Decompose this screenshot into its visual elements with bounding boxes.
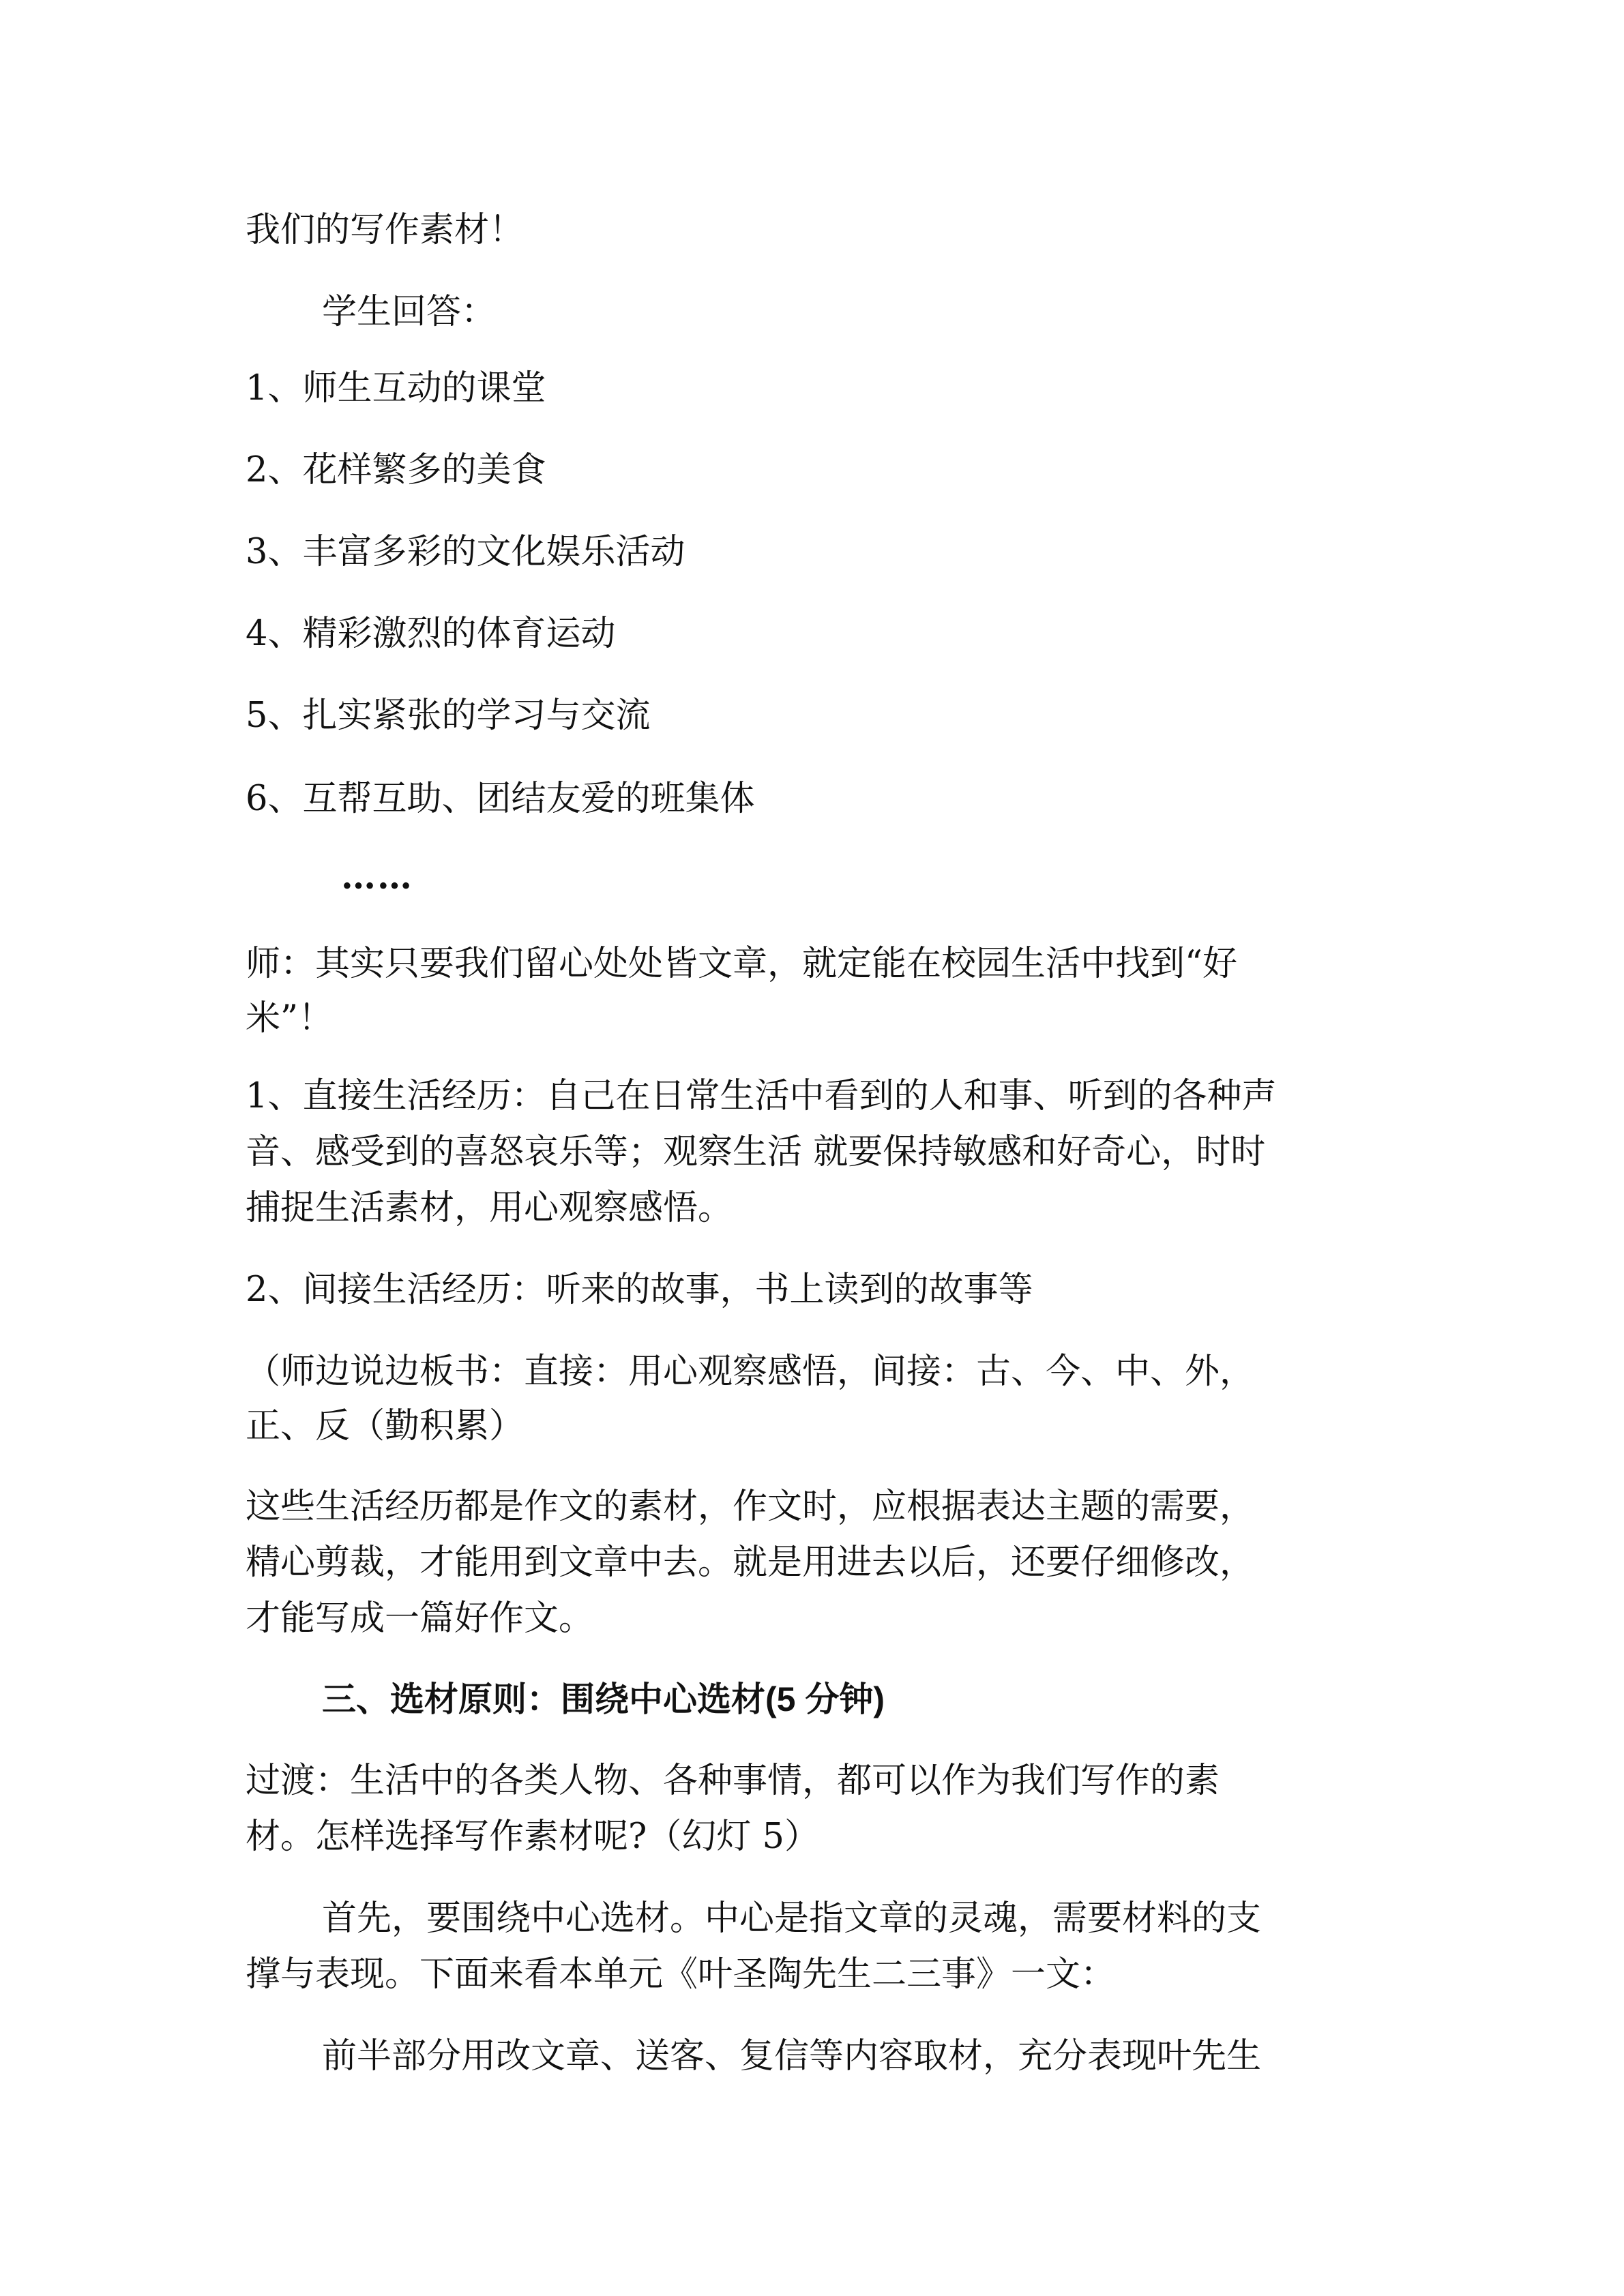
summary-line: 精心剪裁，才能用到文章中去。就是用进去以后，还要仔细修改， (246, 1542, 1255, 1583)
list-item: 4、精彩激烈的体育运动 (246, 614, 616, 654)
paragraph-student-answer: 学生回答： (322, 292, 497, 332)
section-heading: 三、选材原则：围绕中心选材(5 分钟) (322, 1680, 885, 1718)
transition-line: 过渡：生活中的各类人物、各种事情，都可以作为我们写作的素 (246, 1761, 1220, 1801)
direct-experience-line: 捕捉生活素材，用心观察感悟。 (246, 1188, 733, 1228)
indirect-experience-line: 2、间接生活经历：听来的故事，书上读到的故事等 (246, 1270, 1033, 1310)
list-item: 5、扎实紧张的学习与交流 (246, 696, 651, 736)
summary-line: 才能写成一篇好作文。 (246, 1598, 594, 1639)
board-note-line: 正、反（勤积累） (246, 1406, 525, 1446)
principle-line: 撑与表现。下面来看本单元《叶圣陶先生二三事》一文： (246, 1954, 1116, 1995)
principle-line: 首先，要围绕中心选材。中心是指文章的灵魂，需要材料的支 (322, 1898, 1262, 1939)
paragraph-writing-material: 我们的写作素材！ (246, 210, 525, 250)
direct-experience-line: 1、直接生活经历：自己在日常生活中看到的人和事、听到的各种声 (246, 1076, 1277, 1116)
ellipsis: …… (341, 856, 413, 897)
list-item: 1、师生互动的课堂 (246, 368, 546, 408)
list-item: 6、互帮互助、团结友爱的班集体 (246, 779, 755, 819)
summary-line: 这些生活经历都是作文的素材，作文时，应根据表达主题的需要， (246, 1487, 1255, 1527)
board-note-line: （师边说边板书：直接：用心观察感悟，间接：古、今、中、外， (246, 1352, 1255, 1392)
list-item: 3、丰富多彩的文化娱乐活动 (246, 532, 685, 572)
direct-experience-line: 音、感受到的喜怒哀乐等；观察生活 就要保持敏感和好奇心，时时 (246, 1132, 1266, 1172)
list-item: 2、花样繁多的美食 (246, 450, 546, 490)
transition-line: 材。怎样选择写作素材呢?（幻灯 5） (246, 1817, 820, 1857)
example-line: 前半部分用改文章、送客、复信等内容取材，充分表现叶先生 (322, 2036, 1262, 2076)
teacher-remark-line: 米”！ (246, 998, 334, 1039)
teacher-remark-line: 师：其实只要我们留心处处皆文章，就定能在校园生活中找到“好 (246, 944, 1238, 984)
